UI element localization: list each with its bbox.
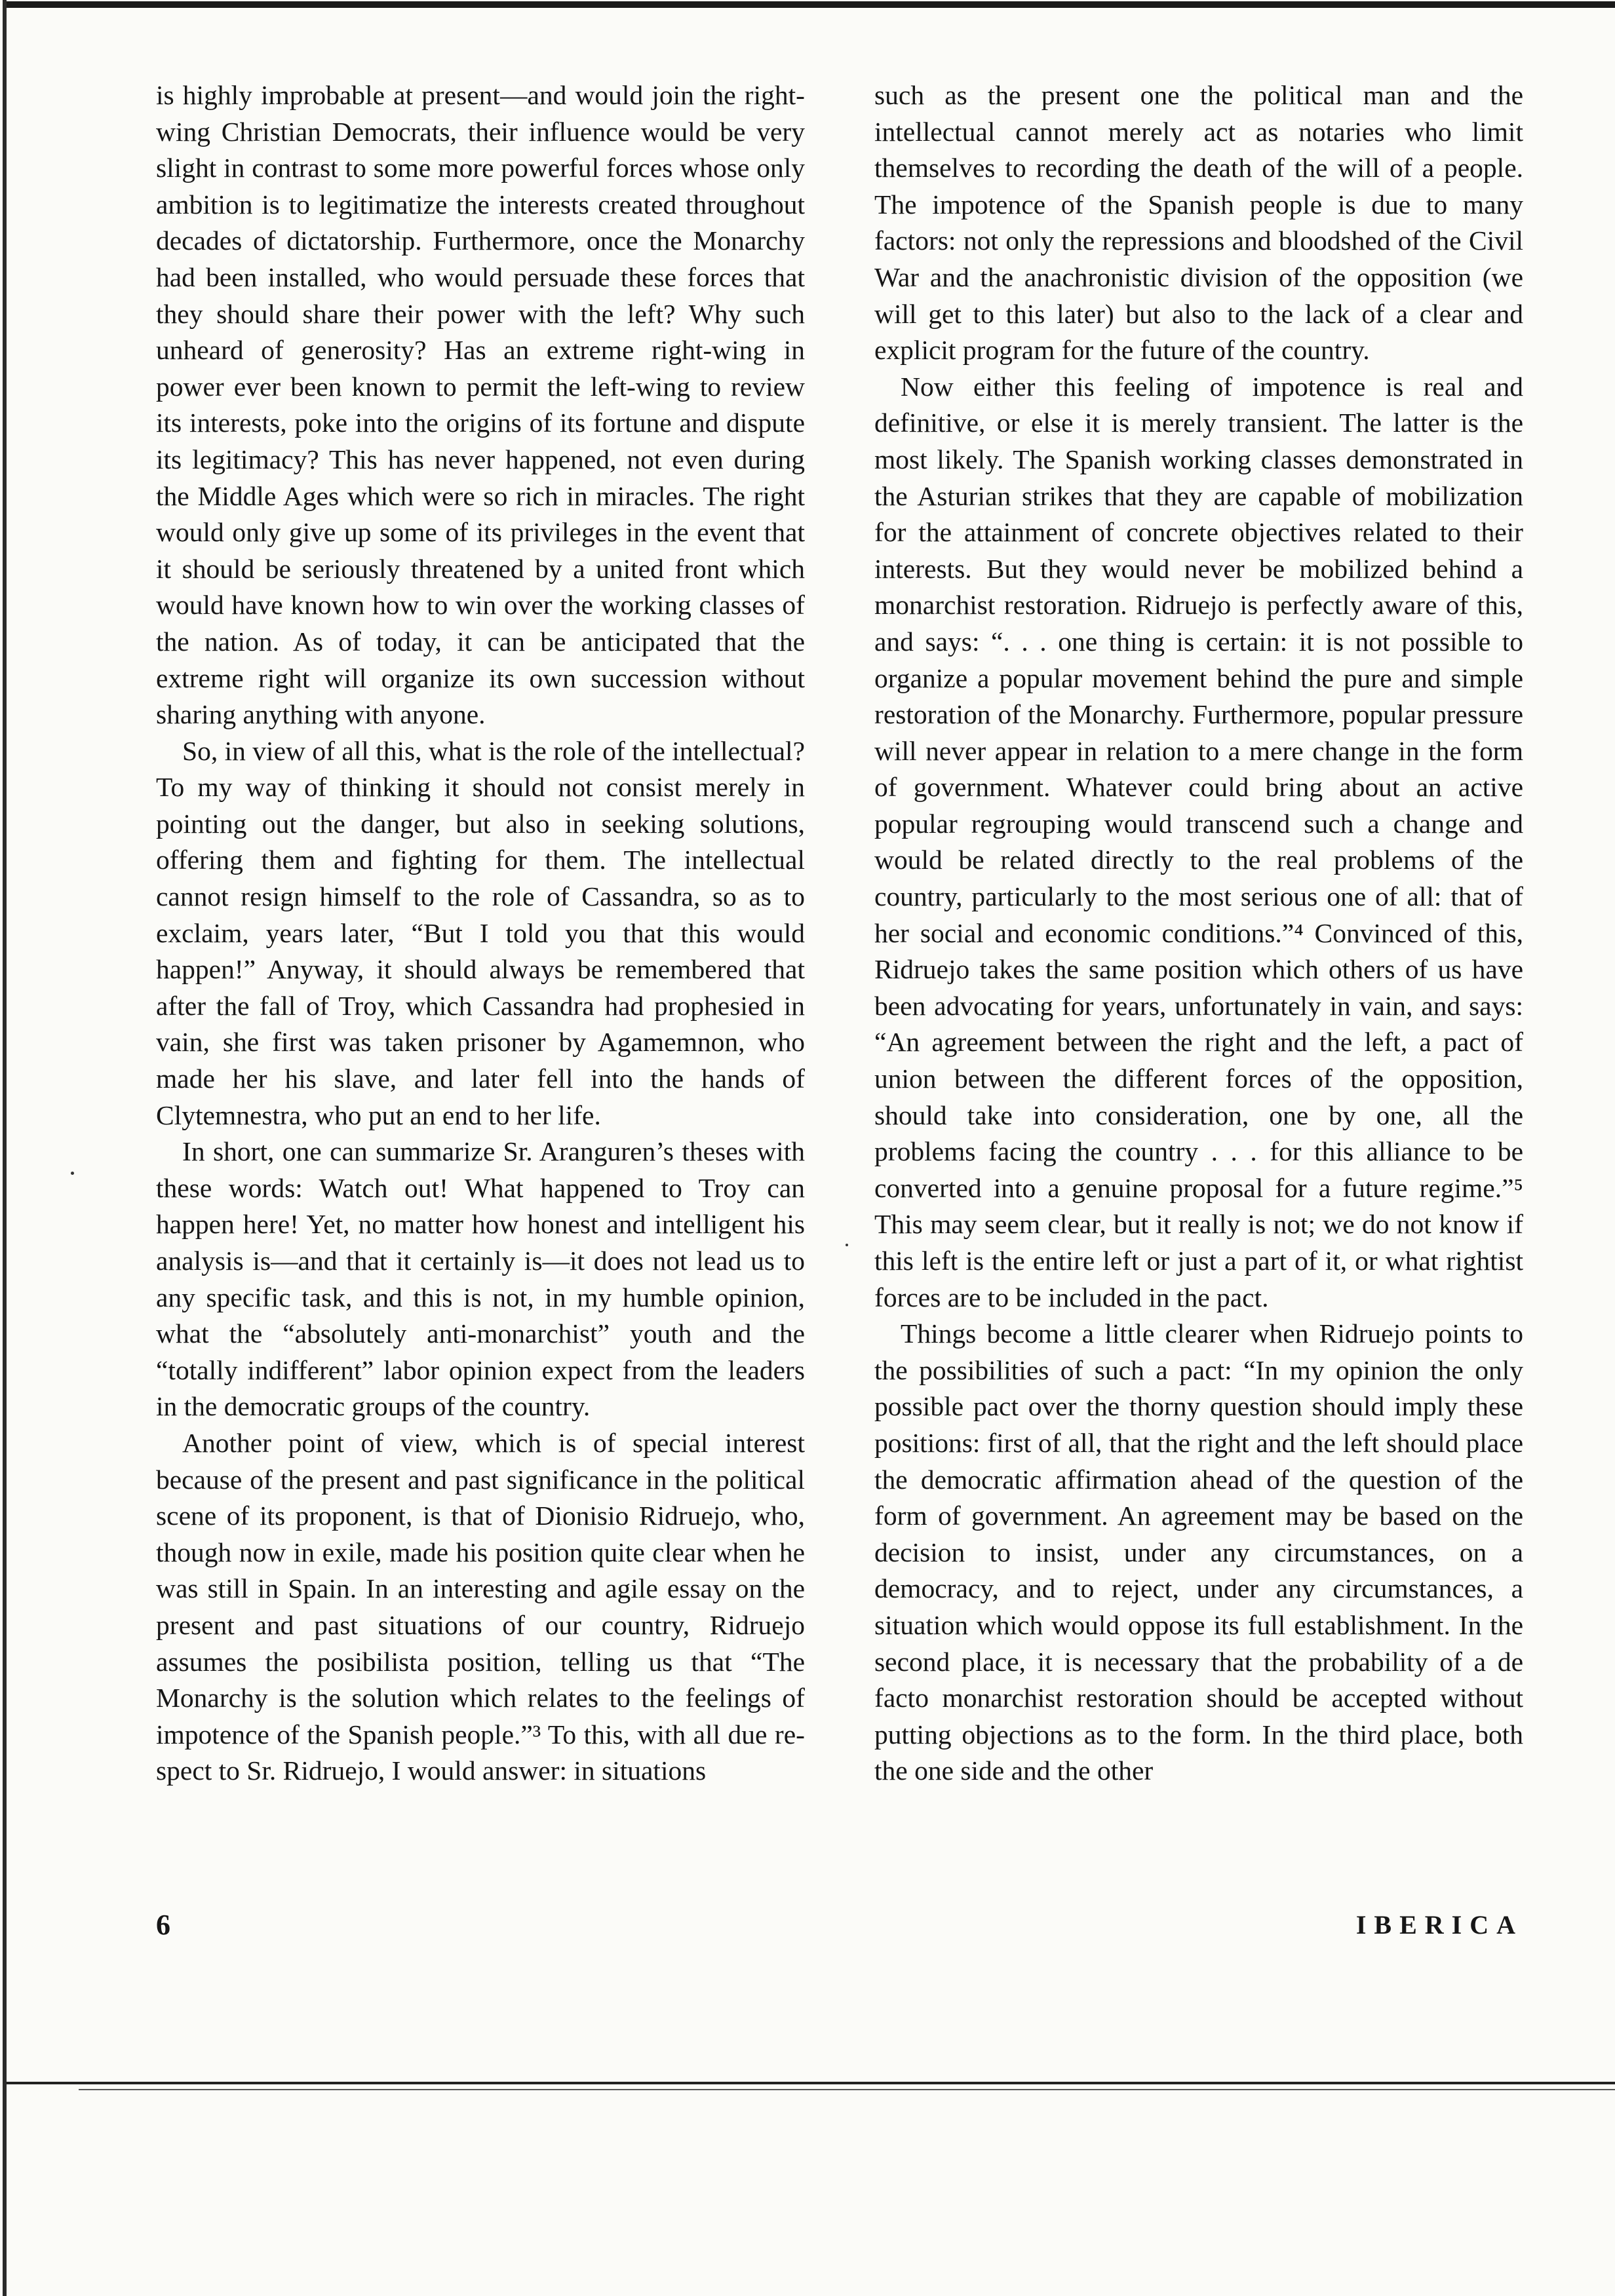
- bottom-rule-thin: [79, 2089, 1615, 2090]
- paragraph: In short, one can summarize Sr. Aranguren’s theses with these words: Watch out! What happened to Troy can happen here! Yet, no matter how honest and intelligent his analysis is—and that it certainly is—it does not lead us to any specific task, and this is not, in my humble opinion, what the “absolutely anti-monarchist” youth and the “totally indifferent” labor opinion expect from the leaders in the democratic groups of the country.: [156, 1136, 805, 1422]
- running-title: IBERICA: [1355, 1910, 1523, 1940]
- paragraph: is highly improbable at present—and would join the right-wing Christian Democrats, their influence would be very slight in contrast to some more powerful forces whose only ambition is to legitimatize the interests created throughout decades of dictatorship. Furthermore, once the Monarchy had been installed, who would persuade these forces that they should share their power with the left? Why such unheard of generosity? Has an extreme right-wing in power ever been known to permit the left-wing to review its interests, poke into the origins of its fortune and dispute its legitimacy? This has never happened, not even during the Middle Ages which were so rich in miracles. The right would only give up some of its privileges in the event that it should be seriously threatened by a united front which would have known how to win over the working classes of the nation. As of today, it can be anticipated that the extreme right will organize its own succession without sharing anything with anyone.: [156, 80, 805, 730]
- right-text-column: [874, 77, 1523, 1789]
- paragraph: So, in view of all this, what is the role of the intellectual? To my way of thinking it should not consist merely in pointing out the danger, but also in seeking solutions, offering them and fighting for them. The intellectual cannot resign himself to the role of Cassandra, so as to exclaim, years later, “But I told you that this would happen!” Anyway, it should always be remembered that after the fall of Troy, which Cassandra had prophesied in vain, she first was taken prisoner by Agamemnon, who made her his slave, and later fell into the hands of Clytemnestra, who put an end to her life.: [156, 735, 805, 1130]
- scan-speck: [846, 1244, 848, 1246]
- paragraph: Another point of view, which is of special interest because of the present and past significance in the political scene of its proponent, is that of Dionisio Ridruejo, who, though now in exile, made his position quite clear when he was still in Spain. In an interesting and agile essay on the present and past situations of our country, Ridruejo assumes the posibilista position, telling us that “The Monarchy is the solution which relates to the feelings of impotence of the Spanish people.”³ To this, with all due respect to Sr. Ridruejo, I would answer: in situations: [156, 1427, 805, 1786]
- left-border-rule: [3, 0, 7, 2296]
- paragraph: such as the present one the political man and the intellectual cannot merely act as notaries who limit themselves to recording the death of the will of a people. The impotence of the Spanish people is due to many factors: not only the repressions and bloodshed of the Civil War and the anachronistic division of the opposition (we will get to this later) but also to the lack of a clear and explicit program for the future of the country.: [874, 80, 1523, 366]
- scan-speck: [71, 1172, 74, 1175]
- paragraph: Things become a little clearer when Ridruejo points to the possibilities of such a pact: “In my opinion the only possible pact over the thorny question should imply these positions: first of all, that the right and the left should place the democratic affirmation ahead of the question of the form of government. An agreement may be based on the decision to insist, under any circumstances, on a democracy, and to reject, under any circumstances, a situation which would oppose its full establishment. In the second place, it is necessary that the probability of a de facto monarchist restoration should be accepted without putting objections as to the form. In the third place, both the one side and the other: [874, 1318, 1523, 1786]
- left-text-column: [156, 77, 805, 1789]
- paragraph: Now either this feeling of impotence is real and definitive, or else it is merely transient. The latter is the most likely. The Spanish working classes demonstrated in the Asturian strikes that they are capable of mobilization for the attainment of concrete objectives related to their interests. But they would never be mobilized behind a monarchist restoration. Ridruejo is perfectly aware of this, and says: “. . . one thing is certain: it is not possible to organize a popular movement behind the pure and simple restoration of the Monarchy. Furthermore, popular pressure will never appear in relation to a mere change in the form of government. Whatever could bring about an active popular regrouping would transcend such a change and would be related directly to the real problems of the country, particularly to the most serious one of all: that of her social and economic conditions.”⁴ Convinced of this, Ridruejo takes the same position which others of us have been advocating for years, unfortunately in vain, and says: “An agreement between the right and the left, a pact of union between the different forces of the opposition, should take into consideration, one by one, all the problems facing the country . . . for this alliance to be converted into a genuine proposal for a future regime.”⁵ This may seem clear, but it really is not; we do not know if this left is the entire left or just a part of it, or what rightist forces are to be included in the pact.: [874, 371, 1523, 1312]
- bottom-rule: [7, 2082, 1615, 2084]
- page-number: 6: [156, 1909, 170, 1941]
- top-border-rule: [7, 1, 1615, 8]
